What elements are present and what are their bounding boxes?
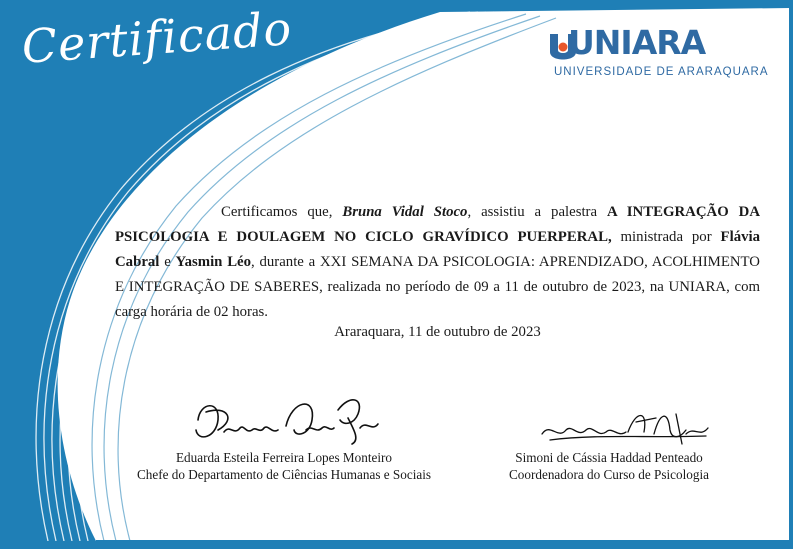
after-name-text: , assistiu a palestra xyxy=(467,204,598,220)
certificate-body-text xyxy=(115,200,760,325)
uniara-logo xyxy=(548,23,769,82)
speaker-1: Flávia Cabral xyxy=(115,229,761,270)
signatory-name: Eduarda Esteila Ferreira Lopes Monteiro xyxy=(175,450,393,465)
logo-subtitle: UNIVERSIDADE DE ARARAQUARA xyxy=(554,66,769,78)
certificate-title: Certificado xyxy=(20,1,294,74)
signatory-role: Coordenadora do Curso de Psicologia xyxy=(509,467,709,482)
signatory-role: Chefe do Departamento de Ciências Humanas e Sociais xyxy=(136,467,432,482)
lecture-title: A INTEGRAÇÃO DA PSICOLOGIA E DOULAGEM NO CICLO GRAVÍDICO PUERPERAL, xyxy=(115,204,761,245)
intro-text: Certificamos que, xyxy=(221,204,333,220)
recipient-name: Bruna Vidal Stoco xyxy=(342,204,468,220)
ministered-by-text: ministrada por xyxy=(620,229,712,245)
rest-text: , durante a XXI SEMANA DA PSICOLOGIA: APRENDIZADO, ACOLHIMENTO E INTEGRAÇÃO DE SABERES, realizada no período de 09 a 11 de outubro de 2023, na UNIARA, com carga horária de 02 horas. xyxy=(115,254,760,320)
logo-wordmark: UNIARA xyxy=(568,23,706,62)
signature-left xyxy=(112,449,456,483)
signature-left-image xyxy=(188,390,388,450)
signature-right xyxy=(478,449,740,483)
signature-right-image xyxy=(536,404,716,454)
signatory-name: Simoni de Cássia Haddad Penteado xyxy=(515,450,703,465)
speaker-2: Yasmin Léo xyxy=(175,254,252,270)
place-date: Araraquara, 11 de outubro de 2023 xyxy=(334,324,541,340)
and-text: e xyxy=(164,254,171,270)
